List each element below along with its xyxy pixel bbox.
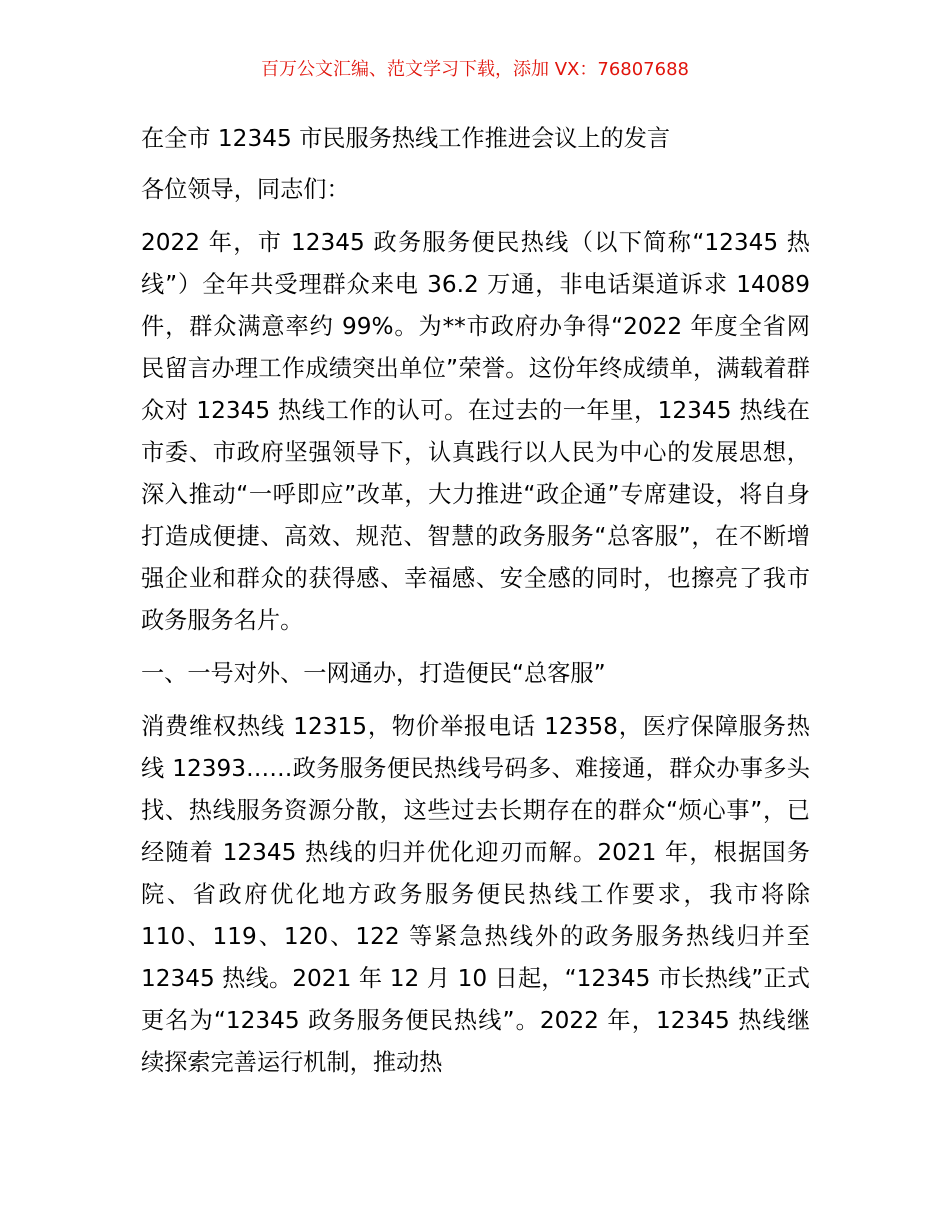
- paragraph-section-1: 消费维权热线 12315，物价举报电话 12358，医疗保障服务热线 12393……政务服务便民热线号码多、难接通，群众办事多头找、热线服务资源分散，这些过去长期存在的群众“烦心事”，已经随着 12345 热线的归并优化迎刃而解。2021 年，根据国务院、省政府优化地方政务服务便民热线工作要求，我市将除 110、119、120、122 等紧急热线外的政务服务热线归并至 12345 热线。2021 年 12 月 10 日起，“12345 市长热线”正式更名为“12345 政务服务便民热线”。2022 年，12345 热线继续探索完善运行机制，推动热: [141, 713, 810, 1076]
- document-title: 在全市 12345 市民服务热线工作推进会议上的发言: [141, 125, 671, 152]
- watermark-header: 百万公文汇编、范文学习下载，添加 VX：76807688: [261, 59, 689, 80]
- salutation: 各位领导，同志们：: [141, 176, 350, 203]
- paragraph-intro: 2022 年，市 12345 政务服务便民热线（以下简称“12345 热线”）全年共受理群众来电 36.2 万通，非电话渠道诉求 14089 件，群众满意率约 99%。为**市政府办争得“2022 年度全省网民留言办理工作成绩突出单位”荣誉。这份年终成绩单，满载着群众对 12345 热线工作的认可。在过去的一年里，12345 热线在市委、市政府坚强领导下，认真践行以人民为中心的发展思想，深入推动“一呼即应”改革，大力推进“政企通”专席建设，将自身打造成便捷、高效、规范、智慧的政务服务“总客服”，在不断增强企业和群众的获得感、幸福感、安全感的同时，也擦亮了我市政务服务名片。: [141, 229, 810, 634]
- section-heading: 一、一号对外、一网通办，打造便民“总客服”: [141, 660, 606, 687]
- document-body: [141, 118, 810, 1095]
